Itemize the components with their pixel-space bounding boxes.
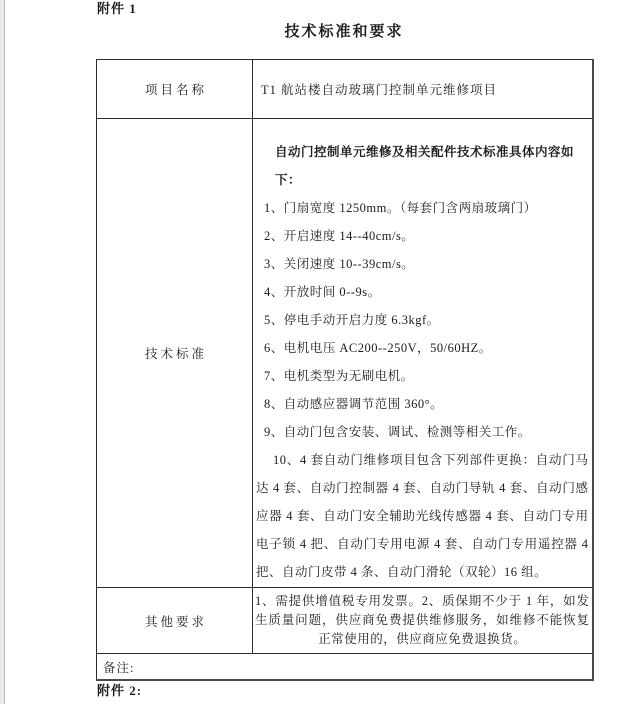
page-edge-strip bbox=[0, 0, 5, 704]
document-title: 技术标准和要求 bbox=[284, 24, 404, 40]
table-row-remark bbox=[97, 654, 593, 681]
tech-standard-item: 3、关闭速度 10--39cm/s。 bbox=[264, 257, 415, 271]
tech-standard-item: 1、门扇宽度 1250mm。（每套门含两扇玻璃门） bbox=[264, 201, 537, 215]
tech-standard-item: 7、电机类型为无刷电机。 bbox=[264, 369, 414, 383]
project-name-value: T1 航站楼自动玻璃门控制单元维修项目 bbox=[253, 60, 593, 119]
tech-standard-item: 8、自动感应器调节范围 360°。 bbox=[264, 397, 444, 411]
tech-standard-content bbox=[253, 119, 593, 588]
tech-standard-item: 2、开启速度 14--40cm/s。 bbox=[264, 229, 415, 243]
spec-table bbox=[96, 59, 594, 681]
attachment-2-label: 附件 2: bbox=[97, 683, 143, 698]
other-requirements-value: 1、需提供增值税专用发票。2、质保期不少于 1 年，如发生质量问题，供应商免费提供维修服务，如维修不能恢复正常使用的，供应商应免费退换货。 bbox=[253, 588, 593, 654]
attachment-1-label: 附件 1 bbox=[97, 1, 137, 16]
tech-standard-label: 技术标准 bbox=[97, 119, 253, 588]
tech-standard-header: 自动门控制单元维修及相关配件技术标准具体内容如下： bbox=[275, 145, 575, 187]
other-requirements-label: 其他要求 bbox=[97, 588, 253, 654]
tech-standard-item: 10、4 套自动门维修项目包含下列部件更换：自动门马达 4 套、自动门控制器 4 套、自动门导轨 4 套、自动门感应器 4 套、自动门安全辅助光线传感器 4 套、自动门专用电子锁 4 把、自动门专用电源 4 套、自动门专用遥控器 4 把、自动门皮带 4 条、自动门滑轮（双轮）16 组。 bbox=[256, 453, 589, 579]
tech-standard-item: 6、电机电压 AC200--250V，50/60HZ。 bbox=[264, 341, 492, 355]
project-name-label: 项目名称 bbox=[97, 60, 253, 119]
table-row-project bbox=[97, 60, 593, 119]
table-row-other-requirements bbox=[97, 588, 593, 654]
tech-standard-item: 9、自动门包含安装、调试、检测等相关工作。 bbox=[264, 425, 531, 439]
tech-standard-item: 4、开放时间 0--9s。 bbox=[264, 285, 381, 299]
table-row-tech-standard bbox=[97, 119, 593, 588]
tech-standard-item: 5、停电手动开启力度 6.3kgf。 bbox=[264, 313, 440, 327]
remark-label: 备注: bbox=[97, 654, 593, 681]
